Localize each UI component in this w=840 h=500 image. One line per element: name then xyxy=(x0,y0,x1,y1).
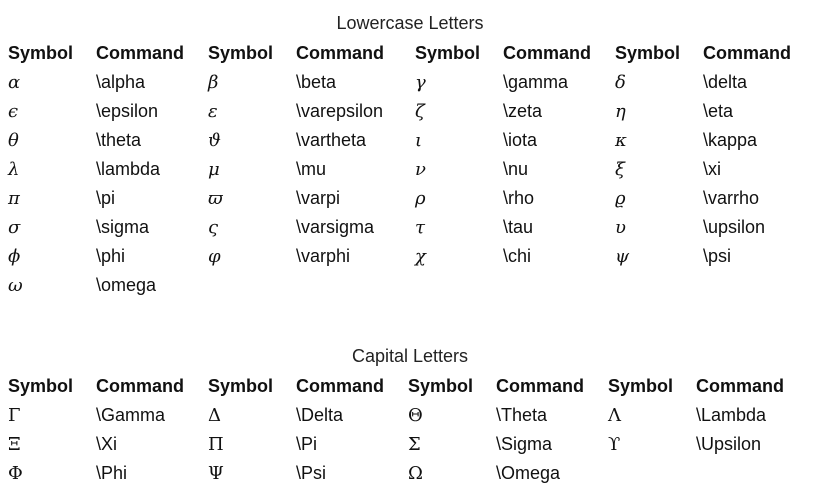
symbol-cell: ψ xyxy=(615,246,630,267)
command-cell: \alpha xyxy=(96,72,146,92)
symbol-cell: α xyxy=(8,72,21,93)
column-header-symbol: Symbol xyxy=(208,376,274,396)
command-cell: \Theta xyxy=(496,405,548,425)
column-header-command: Command xyxy=(96,43,185,63)
capital-letters-table xyxy=(8,372,808,488)
command-cell: \tau xyxy=(503,217,534,237)
command-cell xyxy=(503,271,615,300)
command-cell: \varpi xyxy=(296,188,341,208)
command-cell: \kappa xyxy=(703,130,758,150)
table-row xyxy=(8,213,815,242)
symbol-cell: υ xyxy=(615,217,626,238)
column-header-symbol: Symbol xyxy=(408,376,474,396)
table-row xyxy=(8,430,808,459)
column-header-symbol: Symbol xyxy=(8,43,74,63)
symbol-cell: δ xyxy=(615,72,626,93)
command-cell: \Psi xyxy=(296,463,327,483)
column-header-command: Command xyxy=(296,376,385,396)
column-header-symbol: Symbol xyxy=(415,43,481,63)
command-cell: \upsilon xyxy=(703,217,766,237)
command-cell: \phi xyxy=(96,246,126,266)
table-row xyxy=(8,242,815,271)
command-cell: \beta xyxy=(296,72,337,92)
command-cell: \pi xyxy=(96,188,116,208)
lowercase-letters-table xyxy=(8,39,815,300)
command-cell: \theta xyxy=(96,130,142,150)
command-cell: \epsilon xyxy=(96,101,159,121)
column-header-symbol: Symbol xyxy=(608,376,674,396)
column-header-symbol: Symbol xyxy=(8,376,74,396)
command-cell: \iota xyxy=(503,130,538,150)
symbol-cell xyxy=(615,271,703,300)
symbol-cell: Σ xyxy=(408,434,421,455)
command-cell: \eta xyxy=(703,101,734,121)
command-cell: \chi xyxy=(503,246,532,266)
column-header-command: Command xyxy=(496,376,585,396)
command-cell: \psi xyxy=(703,246,732,266)
command-cell: \xi xyxy=(703,159,721,179)
symbol-cell: ξ xyxy=(615,159,625,180)
table-row xyxy=(8,155,815,184)
column-header-symbol: Symbol xyxy=(615,43,681,63)
command-cell: \varepsilon xyxy=(296,101,384,121)
table-header-row xyxy=(8,372,808,401)
symbol-cell: ω xyxy=(8,275,23,296)
command-cell: \vartheta xyxy=(296,130,367,150)
table-row xyxy=(8,184,815,213)
command-cell: \sigma xyxy=(96,217,150,237)
table-row xyxy=(8,126,815,155)
symbol-cell xyxy=(608,459,696,488)
command-cell: \omega xyxy=(96,275,157,295)
command-cell: \Sigma xyxy=(496,434,553,454)
symbol-cell: ϵ xyxy=(8,101,19,122)
symbol-cell: Φ xyxy=(8,463,23,484)
command-cell: \rho xyxy=(503,188,535,208)
command-cell xyxy=(296,271,415,300)
command-cell xyxy=(703,271,815,300)
column-header-command: Command xyxy=(503,43,592,63)
symbol-cell: Π xyxy=(208,434,224,455)
symbol-cell: ζ xyxy=(415,101,425,122)
command-cell: \Gamma xyxy=(96,405,166,425)
command-cell: \Delta xyxy=(296,405,344,425)
symbol-cell: ν xyxy=(415,159,426,180)
column-header-symbol: Symbol xyxy=(208,43,274,63)
symbol-cell xyxy=(415,271,503,300)
command-cell xyxy=(696,459,808,488)
symbol-cell: ϒ xyxy=(608,434,621,455)
command-cell: \Lambda xyxy=(696,405,767,425)
symbol-cell: μ xyxy=(208,159,220,180)
symbol-cell: ι xyxy=(415,130,423,151)
command-cell: \gamma xyxy=(503,72,569,92)
column-header-command: Command xyxy=(696,376,785,396)
symbol-cell: η xyxy=(615,101,626,122)
command-cell: \delta xyxy=(703,72,748,92)
symbol-cell: κ xyxy=(615,130,627,151)
symbol-cell: τ xyxy=(415,217,425,238)
symbol-cell: Ω xyxy=(408,463,423,484)
symbol-cell: ϑ xyxy=(208,130,221,151)
table-row xyxy=(8,401,808,430)
symbol-cell: ϱ xyxy=(615,188,626,209)
symbol-cell: ε xyxy=(208,101,218,122)
command-cell: \varphi xyxy=(296,246,351,266)
symbol-cell: β xyxy=(208,72,219,93)
capital-section-title: Capital Letters xyxy=(351,346,469,366)
symbol-cell: φ xyxy=(208,246,221,267)
table-header-row xyxy=(8,39,815,68)
column-header-command: Command xyxy=(296,43,385,63)
command-cell: \varrho xyxy=(703,188,760,208)
command-cell: \Phi xyxy=(96,463,128,483)
symbol-cell: π xyxy=(8,188,20,209)
symbol-cell: ρ xyxy=(415,188,426,209)
symbol-cell: ς xyxy=(208,217,219,238)
command-cell: \nu xyxy=(503,159,529,179)
symbol-cell: Λ xyxy=(608,405,621,426)
symbol-cell: ϕ xyxy=(8,246,21,267)
symbol-cell: Γ xyxy=(8,405,21,426)
column-header-command: Command xyxy=(96,376,185,396)
command-cell: \varsigma xyxy=(296,217,375,237)
table-row xyxy=(8,97,815,126)
symbol-cell: ϖ xyxy=(208,188,223,209)
table-row xyxy=(8,68,815,97)
command-cell: \zeta xyxy=(503,101,543,121)
command-cell: \lambda xyxy=(96,159,161,179)
table-row xyxy=(8,459,808,488)
symbol-cell: Δ xyxy=(208,405,221,426)
command-cell: \Omega xyxy=(496,463,561,483)
table-row xyxy=(8,271,815,300)
symbol-cell: σ xyxy=(8,217,21,238)
command-cell: \Xi xyxy=(96,434,118,454)
symbol-cell xyxy=(208,271,296,300)
symbol-cell: Ψ xyxy=(208,463,224,484)
command-cell: \Pi xyxy=(296,434,318,454)
symbol-cell: γ xyxy=(415,72,426,93)
symbol-cell: χ xyxy=(415,246,426,267)
command-cell: \mu xyxy=(296,159,327,179)
column-header-command: Command xyxy=(703,43,792,63)
symbol-cell: Θ xyxy=(408,405,423,426)
symbol-cell: λ xyxy=(8,159,20,180)
symbol-cell: Ξ xyxy=(8,434,21,455)
command-cell: \Upsilon xyxy=(696,434,762,454)
symbol-cell: θ xyxy=(8,130,19,151)
lowercase-section-title: Lowercase Letters xyxy=(336,13,484,33)
